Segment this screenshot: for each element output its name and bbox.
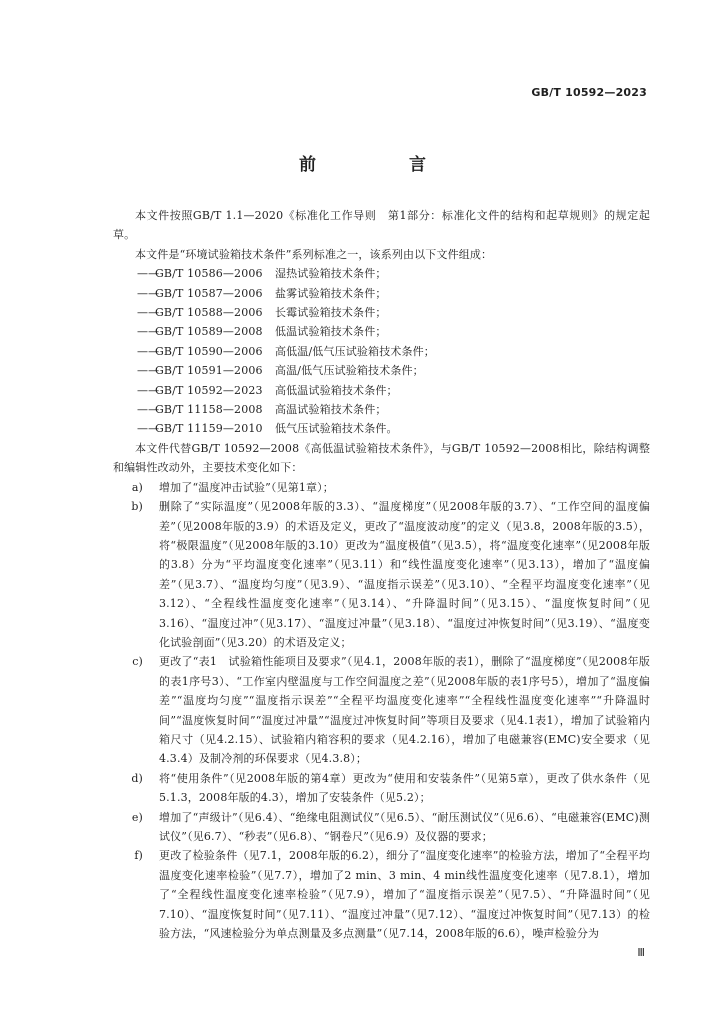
list-dash: —— [137, 344, 160, 358]
page-title: 前 言 [299, 155, 464, 175]
list-marker: a) [131, 480, 143, 494]
series-item [113, 284, 650, 303]
paragraph-drafting-rules: 本文件按照GB/T 1.1—2020《标准化工作导则 第1部分：标准化文件的结构和起草规则》的规定起草。 [113, 209, 650, 242]
standard-code: GB/T 10592—2023 [155, 383, 263, 397]
list-dash: —— [137, 383, 160, 397]
series-item [113, 322, 650, 341]
change-text: 增加了“声级计”（见6.4）、“绝缘电阻测试仪”（见6.5）、“耐压测试仪”（见6.6）、“电磁兼容(EMC)测试仪”（见6.7）、“秒表”（见6.8）、“钢卷尺”（见6.9）及仪器的要求； [159, 810, 650, 843]
change-text: 更改了“表1 试验箱性能项目及要求”（见4.1，2008年版的表1），删除了“温度梯度”（见2008年版的表1序号3）、“工作室内壁温度与工作空间温度之差”（见2008年版的表1序号5），增加了“温度偏差”“温度均匀度”“温度指示误差”“全程平均温度变化速率”“全程线性温度变化速率”“升降温时间”“温度恢复时间”“温度过冲量”“温度过冲恢复时间”等项目及要求（见4.1表1），增加了试验箱内箱尺寸（见4.2.15）、试验箱内箱容积的要求（见4.2.16），增加了电磁兼容(EMC)安全要求（见4.3.4）及制冷剂的环保要求（见4.3.8）； [159, 655, 650, 766]
list-dash: —— [137, 306, 160, 320]
series-item [113, 264, 650, 283]
change-item [113, 846, 650, 943]
change-item [113, 769, 650, 808]
standard-name: 高低温/低气压试验箱技术条件； [275, 344, 435, 358]
list-marker: d) [131, 771, 143, 785]
series-item [113, 361, 650, 380]
change-text: 删除了“实际温度”（见2008年版的3.3）、“温度梯度”（见2008年版的3.7）、“工作空间的温度偏差”（见2008年版的3.9）的术语及定义，更改了“温度波动度”的定义（见3.8，2008年版的3.5），将“极限温度”（见2008年版的3.10）更改为“温度极值”（见3.5），将“温度变化速率”（见2008年版的3.8）分为“平均温度变化速率”（见3.11）和“线性温度变化速率”（见3.13），增加了“温度偏差”（见3.7）、“温度均匀度”（见3.9）、“温度指示误差”（见3.10）、“全程平均温度变化速率”（见3.12）、“全程线性温度变化速率”（见3.14）、“升降温时间”（见3.15）、“温度恢复时间”（见3.16）、“温度过冲”（见3.17）、“温度过冲量”（见3.18）、“温度过冲恢复时间”（见3.19）、“温度变化试验剖面”（见3.20）的术语及定义； [159, 500, 650, 649]
change-item [113, 478, 650, 497]
list-marker: b) [131, 500, 143, 514]
list-marker: f) [134, 849, 143, 863]
standard-name: 盐雾试验箱技术条件； [275, 286, 387, 300]
standard-code: GB/T 10591—2006 [155, 364, 263, 378]
list-marker: e) [131, 810, 143, 824]
list-dash: —— [137, 267, 160, 281]
series-list [113, 264, 650, 439]
change-item [113, 652, 650, 768]
standard-name: 低气压试验箱技术条件。 [275, 422, 398, 436]
standard-name: 高温/低气压试验箱技术条件； [275, 364, 424, 378]
document-body [113, 206, 650, 943]
series-item [113, 381, 650, 400]
series-item [113, 303, 650, 322]
standard-name: 高温试验箱技术条件； [275, 403, 387, 417]
list-dash: —— [137, 286, 160, 300]
series-item [113, 342, 650, 361]
standard-code: GB/T 11159—2010 [155, 422, 263, 436]
change-text: 将“使用条件”（见2008年版的第4章）更改为“使用和安装条件”（见第5章），更改了供水条件（见5.1.3，2008年版的4.3），增加了安装条件（见5.2）； [159, 771, 650, 805]
standard-name: 高低温试验箱技术条件； [275, 383, 398, 397]
standard-name: 低温试验箱技术条件； [275, 325, 387, 339]
list-dash: —— [137, 403, 160, 417]
changes-list [113, 478, 650, 944]
change-item [113, 808, 650, 847]
standard-code: GB/T 10589—2008 [155, 325, 263, 339]
standard-name: 长霉试验箱技术条件； [275, 306, 387, 320]
standard-code: GB/T 10587—2006 [155, 286, 263, 300]
standard-name: 湿热试验箱技术条件； [275, 267, 387, 281]
standard-code: GB/T 10588—2006 [155, 306, 263, 320]
list-dash: —— [137, 422, 160, 436]
series-item [113, 419, 650, 438]
paragraph-replacement: 本文件代替GB/T 10592—2008《高低温试验箱技术条件》，与GB/T 10592—2008相比，除结构调整和编辑性改动外，主要技术变化如下： [113, 441, 650, 475]
change-text: 增加了“温度冲击试验”（见第1章）； [159, 480, 334, 494]
list-dash: —— [137, 364, 160, 378]
standard-code: GB/T 10586—2006 [155, 267, 263, 281]
page-number: Ⅲ [637, 946, 645, 959]
list-dash: —— [137, 325, 160, 339]
standard-code: GB/T 10590—2006 [155, 344, 263, 358]
change-text: 更改了检验条件（见7.1，2008年版的6.2），细分了“温度变化速率”的检验方法，增加了“全程平均温度变化速率检验”（见7.7），增加了2 min、3 min、4 min线性温度变化速率（见7.8.1），增加了“全程线性温度变化速率检验”（见7.9），增加了“温度指示误差”（见7.5）、“升降温时间”（见7.10）、“温度恢复时间”（见7.11）、“温度过冲量”（见7.12）、“温度过冲恢复时间”（见7.13）的检验方法，“风速检验分为单点测量及多点测量”（见7.14，2008年版的6.6），噪声检验分为 [159, 849, 650, 941]
paragraph-series-intro: 本文件是“环境试验箱技术条件”系列标准之一，该系列由以下文件组成： [135, 247, 493, 261]
standard-number: GB/T 10592—2023 [531, 86, 647, 99]
list-marker: c) [132, 655, 143, 669]
series-item [113, 400, 650, 419]
change-item [113, 497, 650, 652]
standard-code: GB/T 11158—2008 [155, 403, 263, 417]
